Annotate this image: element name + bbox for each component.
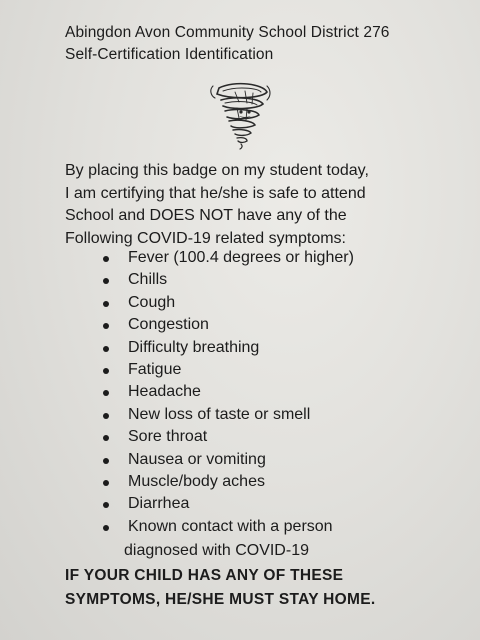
warning-line: IF YOUR CHILD HAS ANY OF THESE [65,567,344,584]
symptom-label: Diarrhea [128,495,190,513]
bullet-icon [103,525,109,531]
symptom-item [100,247,354,269]
symptom-label: Headache [128,383,201,401]
symptom-continuation: diagnosed with COVID-19 [124,542,309,559]
symptom-label: Congestion [128,316,209,334]
symptom-list [100,247,354,538]
symptom-item [100,426,354,448]
symptom-label: Fever (100.4 degrees or higher) [128,249,354,266]
tornado-mascot-icon [205,78,275,150]
symptom-label: Muscle/body aches [128,472,265,490]
bullet-icon [103,301,109,307]
bullet-icon [103,346,109,352]
symptom-item [100,337,354,359]
symptom-label: Fatigue [128,360,182,378]
district-name: Abingdon Avon Community School District 276 [65,24,390,41]
warning-line: SYMPTOMS, HE/SHE MUST STAY HOME. [65,591,376,608]
symptom-item [100,381,354,403]
symptom-item [100,269,354,291]
bullet-icon [103,323,109,329]
bullet-icon [103,256,109,262]
bullet-icon [103,390,109,396]
symptom-label: Sore throat [128,428,208,446]
form-title: Self-Certification Identification [65,46,274,63]
bullet-icon [103,435,109,441]
statement-line: School and DOES NOT have any of the [65,207,347,224]
symptom-item [100,449,354,471]
statement-line: By placing this badge on my student today, [65,162,369,179]
document-header [65,22,390,66]
symptom-item [100,493,354,515]
symptom-label: Difficulty breathing [128,338,260,356]
symptom-label: Known contact with a person [128,517,333,535]
bullet-icon [103,502,109,508]
bullet-icon [103,413,109,419]
bullet-icon [103,278,109,284]
symptom-item [100,292,354,314]
stay-home-warning [65,564,375,612]
symptom-item [100,404,354,426]
statement-line: Following COVID-19 related symptoms: [65,229,346,247]
symptom-label: Chills [128,271,168,289]
bullet-icon [103,480,109,486]
symptom-label: Cough [128,293,176,311]
bullet-icon [103,458,109,464]
symptom-item [100,516,354,538]
symptom-item [100,471,354,493]
certification-statement [65,160,369,250]
symptom-item [100,314,354,336]
statement-line: I am certifying that he/she is safe to attend [65,184,366,202]
symptom-item [100,359,354,381]
symptom-label: Nausea or vomiting [128,450,266,468]
bullet-icon [103,368,109,374]
symptom-label: New loss of taste or smell [128,405,311,423]
